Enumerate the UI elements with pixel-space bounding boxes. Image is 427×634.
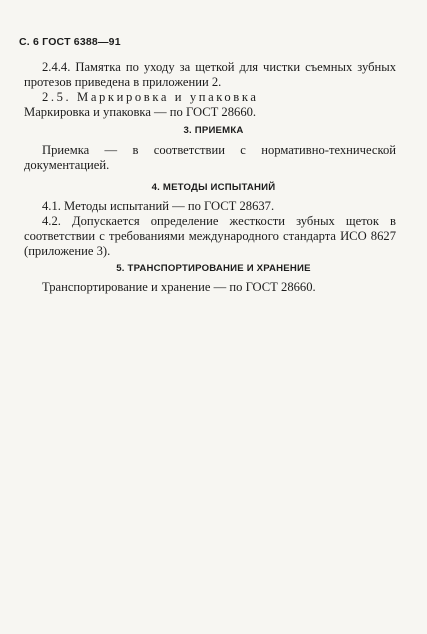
section-5-text: Транспортирование и хранение — по ГОСТ 28660. (42, 280, 316, 294)
paragraph-2-4-4: 2.4.4. Памятка по уходу за щеткой для чистки съемных зубных протезов приведена в приложении 2. (24, 60, 396, 89)
paragraph-4-2: 4.2. Допускается определение жесткости зубных щеток в соответствии с требованиями международного стандарта ИСО 8627 (приложение 3). (24, 214, 396, 258)
section-3-heading: 3. ПРИЕМКА (183, 125, 244, 136)
section-3-text: Приемка — в соответствии с нормативно-технической документацией. (24, 143, 396, 172)
section-4-heading: 4. МЕТОДЫ ИСПЫТАНИЙ (151, 182, 276, 193)
paragraph-2-5-title: 2.5. Маркировка и упаковка (42, 90, 259, 104)
paragraph-4-1: 4.1. Методы испытаний — по ГОСТ 28637. (42, 199, 275, 213)
paragraph-2-5-text: Маркировка и упаковка — по ГОСТ 28660. (24, 105, 257, 119)
section-5-heading: 5. ТРАНСПОРТИРОВАНИЕ И ХРАНЕНИЕ (116, 263, 311, 274)
page-header: С. 6 ГОСТ 6388—91 (19, 36, 121, 48)
